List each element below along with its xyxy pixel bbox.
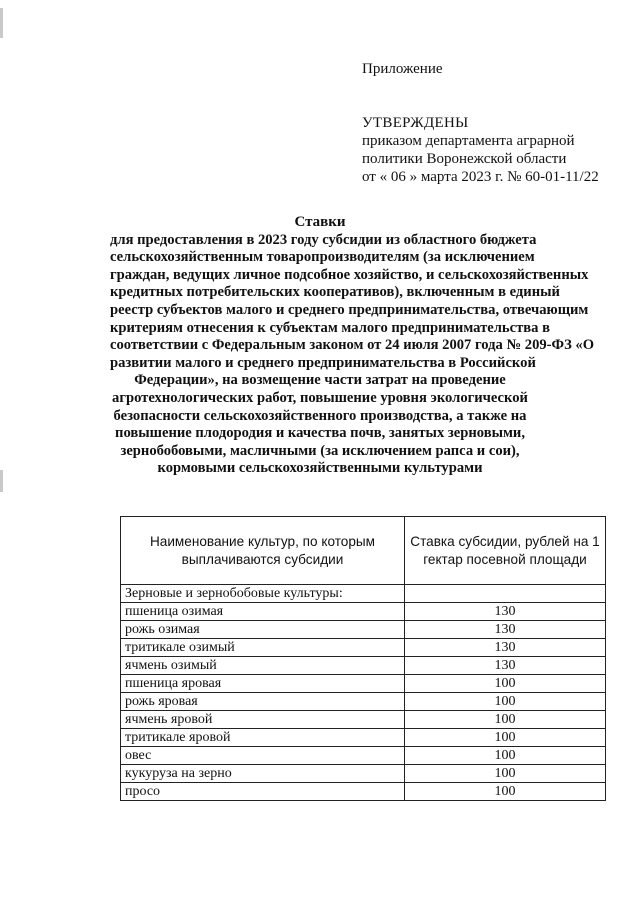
crop-name: тритикале озимый: [121, 639, 405, 657]
approved-label: УТВЕРЖДЕНЫ: [362, 115, 469, 131]
table-row: [121, 675, 606, 693]
heading-line: граждан, ведущих личное подсобное хозяйство, и сельскохозяйственных: [110, 266, 589, 283]
crop-name: овес: [121, 747, 405, 765]
heading-title: Ставки: [294, 214, 346, 230]
table-row: [121, 747, 606, 765]
subsidy-rates-table: [120, 516, 606, 801]
heading-line: безопасности сельскохозяйственного производства, а также на: [113, 407, 527, 424]
table-row: [121, 603, 606, 621]
crop-name: просо: [121, 783, 405, 801]
table-row: [121, 765, 606, 783]
group-empty-cell: [405, 585, 606, 603]
approval-block: [362, 60, 632, 186]
scan-edge-mark: [0, 470, 3, 492]
crop-rate: 100: [405, 747, 606, 765]
table-group-row: [121, 585, 606, 603]
crop-rate: 130: [405, 621, 606, 639]
table-row: [121, 657, 606, 675]
table-header-row: [121, 517, 606, 585]
heading-line: зернобобовыми, масличными (за исключением рапса и сои),: [120, 442, 520, 459]
heading-line: Федерации», на возмещение части затрат на проведение: [134, 372, 506, 389]
crop-rate: 100: [405, 729, 606, 747]
crop-name: рожь озимая: [121, 621, 405, 639]
crop-rate: 100: [405, 693, 606, 711]
heading-line: повышение плодородия и качества почв, занятых зерновыми,: [115, 425, 525, 442]
table-row: [121, 783, 606, 801]
heading-line: кормовыми сельскохозяйственными культурами: [157, 460, 483, 477]
crop-name: ячмень яровой: [121, 711, 405, 729]
crop-rate: 130: [405, 657, 606, 675]
approval-line-3: от « 06 » марта 2023 г. № 60-01-11/22: [362, 169, 599, 185]
header-subsidy-rate: Ставка субсидии, рублей на 1 гектар посевной площади: [405, 517, 606, 585]
heading-line: агротехнологических работ, повышение уровня экологической: [112, 389, 528, 406]
approval-line-1: приказом департамента аграрной: [362, 133, 575, 149]
crop-name: ячмень озимый: [121, 657, 405, 675]
crop-rate: 100: [405, 765, 606, 783]
document-heading: [110, 214, 595, 478]
group-label: Зерновые и зернобобовые культуры:: [121, 585, 405, 603]
crop-rate: 100: [405, 711, 606, 729]
heading-line: сельскохозяйственным товаропроизводителям (за исключением: [110, 249, 535, 266]
crop-rate: 130: [405, 603, 606, 621]
header-crop-name: Наименование культур, по которым выплачиваются субсидии: [121, 517, 405, 585]
crop-rate: 100: [405, 783, 606, 801]
heading-line: развитии малого и среднего предпринимательства в Российской: [110, 354, 536, 371]
heading-line: критериям отнесения к субъектам малого предпринимательства в: [110, 319, 550, 336]
appendix-label: Приложение: [362, 61, 443, 77]
crop-name: пшеница яровая: [121, 675, 405, 693]
table-row: [121, 639, 606, 657]
table-row: [121, 693, 606, 711]
scan-edge-mark: [0, 8, 3, 38]
heading-line: кредитных потребительских кооперативов), включенным в единый: [110, 284, 560, 301]
crop-rate: 100: [405, 675, 606, 693]
table-row: [121, 711, 606, 729]
table-row: [121, 621, 606, 639]
crop-name: рожь яровая: [121, 693, 405, 711]
heading-line: для предоставления в 2023 году субсидии из областного бюджета: [110, 231, 537, 248]
crop-rate: 130: [405, 639, 606, 657]
crop-name: пшеница озимая: [121, 603, 405, 621]
table-row: [121, 729, 606, 747]
heading-line: реестр субъектов малого и среднего предпринимательства, отвечающим: [110, 301, 589, 318]
approval-line-2: политики Воронежской области: [362, 151, 567, 167]
crop-name: кукуруза на зерно: [121, 765, 405, 783]
heading-line: соответствии с Федеральным законом от 24 июля 2007 года № 209-ФЗ «О: [110, 337, 595, 354]
crop-name: тритикале яровой: [121, 729, 405, 747]
